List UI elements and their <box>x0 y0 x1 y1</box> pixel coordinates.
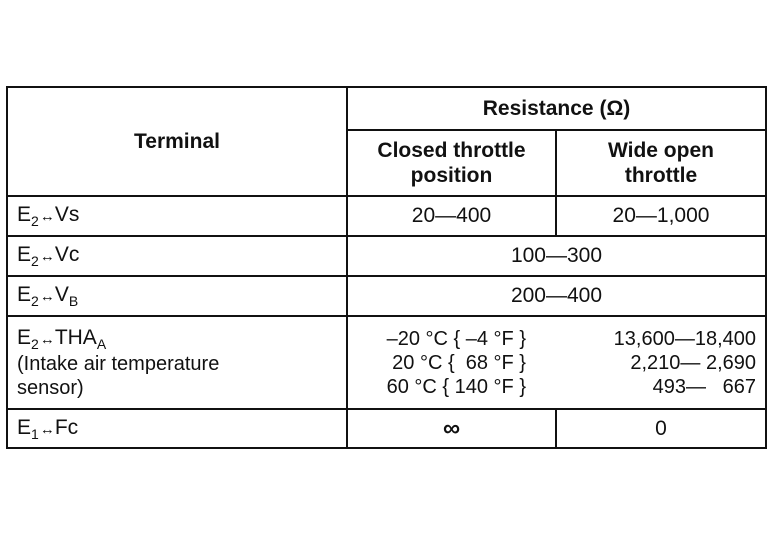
table-row <box>7 196 766 236</box>
terminal-cell: $E_2\leftrightarrow THA_A$ (Intake air temperature sensor) <box>7 316 347 409</box>
wide-value-cell: 20—1,000 <box>556 196 766 236</box>
resistance-value: 493— 667 <box>652 375 756 398</box>
terminal-cell: $E_2\leftrightarrow Vc$ <box>7 236 347 276</box>
closed-throttle-header: Closed throttle position <box>347 130 556 196</box>
terminal-cell: $E_2\leftrightarrow V_B$ <box>7 276 347 316</box>
table-row <box>7 409 766 448</box>
resistance-value-cell: 100—300 <box>347 236 766 276</box>
terminal-cell: $E_1\leftrightarrow Fc$ <box>7 409 347 448</box>
resistance-header: Resistance (Ω) <box>347 87 766 130</box>
resistance-value-cell: 200—400 <box>347 276 766 316</box>
temperature-value: –20 °C { –4 °F } <box>386 327 526 350</box>
temperature-resistance-cell <box>347 316 766 409</box>
terminal-cell: $E_2\leftrightarrow Vs$ <box>7 196 347 236</box>
resistance-spec-table <box>6 86 767 449</box>
temperature-value: 20 °C { 68 °F } <box>392 351 526 374</box>
terminal-header: Terminal <box>7 87 347 196</box>
table-row <box>7 316 766 409</box>
sensor-description: (Intake air temperature <box>17 352 220 375</box>
closed-value-cell: 20—400 <box>347 196 556 236</box>
temperature-value: 60 °C { 140 °F } <box>386 375 526 398</box>
sensor-description: sensor) <box>17 376 84 399</box>
resistance-value: 13,600—18,400 <box>613 327 756 350</box>
resistance-value: 2,210— 2,690 <box>630 351 756 374</box>
wide-open-throttle-header: Wide open throttle <box>556 130 766 196</box>
table-row <box>7 276 766 316</box>
table-row <box>7 236 766 276</box>
wide-value-cell: 0 <box>556 409 766 448</box>
closed-value-cell: ∞ <box>347 409 556 448</box>
